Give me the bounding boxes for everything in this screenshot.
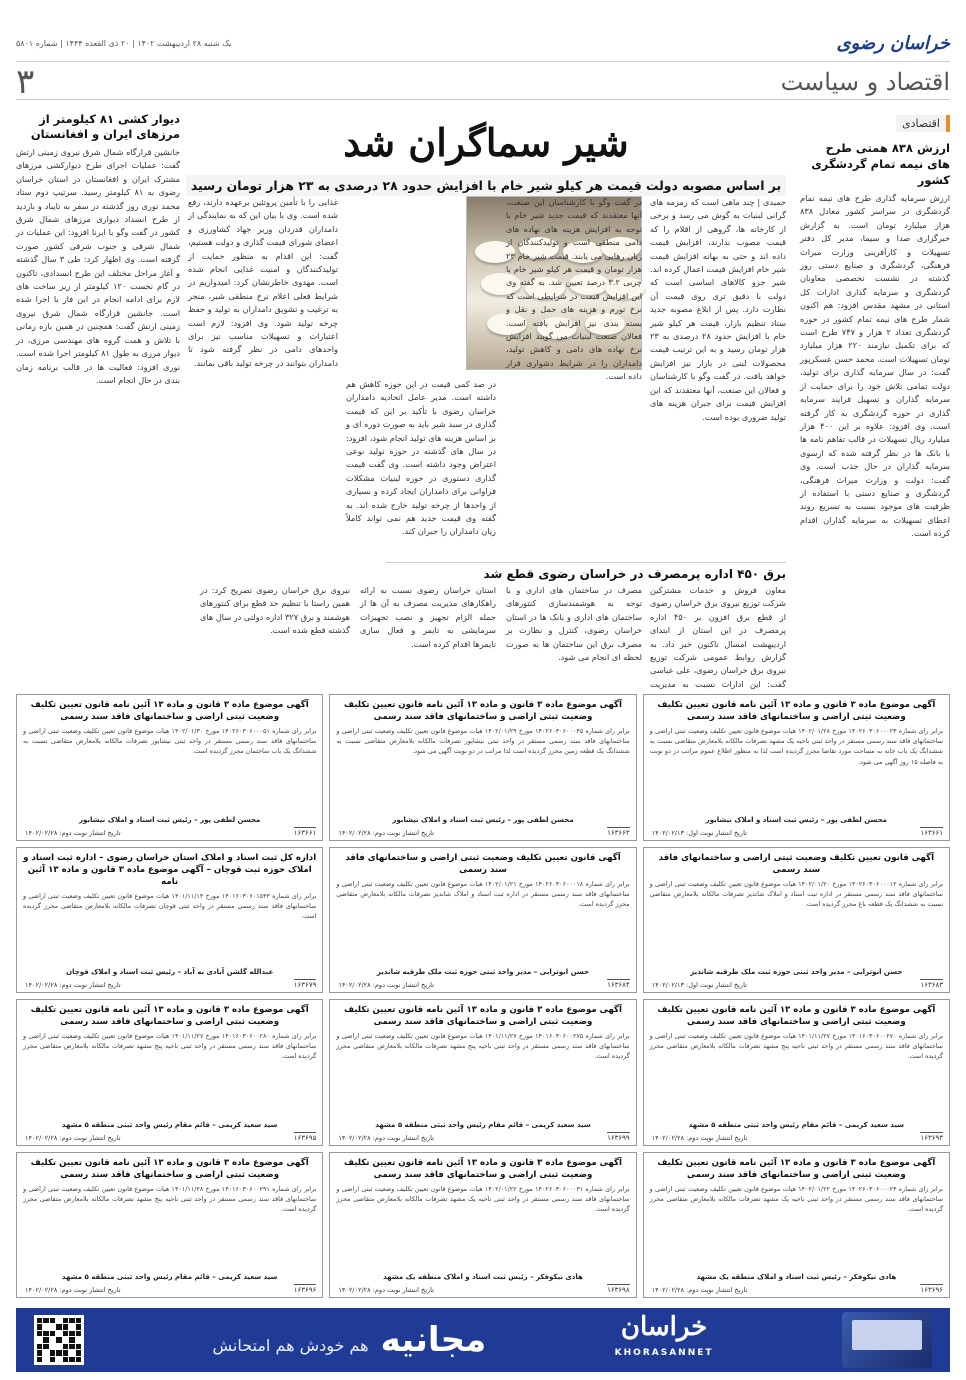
side-article-title[interactable]: ارزش ۸۳۸ همتی طرح های نیمه تمام گردشگری کشور: [811, 141, 950, 187]
legal-notice-title: آگهی موضوع ماده ۳ قانون و ماده ۱۳ آئین نامه قانون تعیین تکلیف وضعیت ثبتی اراضی و ساختمانهای فاقد سند رسمی: [30, 1157, 309, 1180]
category-tag: اقتصادی: [896, 115, 950, 132]
masthead: [16, 26, 950, 62]
banner-headline: مجانیه: [380, 1320, 487, 1360]
main-col-3: در صد کمی قیمت در این حوزه کاهش هم داشته است. مدیر عامل اتحادیه دامداران خراسان رضوی با تأکید بر این که قیمت گذاری در سبد شیر باید به صورت دوره ای و بر اساس هزینه های تولید انجام شود، افزود: در سال های گذشته در حوزه تولید نوعی اعتراض وجود داشته است. وی گفت قیمت گذاری دستوری در حوزه لبنیات مشکلات فراوانی برای دامداران ایجاد کرده و بسیاری از واحدها از چرخه تولید خارج شده اند. به گفته وی قیمت جدید هم نمی تواند کاملاً زیان دامداران را جبران کند.: [346, 379, 496, 537]
legal-notice-date: تاریخ انتشار نوبت اول: ۱۴۰۲/۰۲/۱۳: [651, 981, 747, 989]
dateline: یک شنبه ۲۸ اردیبهشت ۱۴۰۲ | ۲۰ ذی القعده ۱۴۴۴ | شماره ۵۸۰۱: [16, 39, 232, 48]
legal-notice-title: آگهی موضوع ماده ۳ قانون و ماده ۱۳ آئین نامه قانون تعیین تکلیف وضعیت ثبتی اراضی و ساختمانهای فاقد سند رسمی: [344, 1157, 622, 1180]
legal-notice-code: ۱۶۳۶۷۹: [293, 981, 317, 989]
banner-brand: [615, 1314, 714, 1366]
footer-ad-banner[interactable]: [16, 1308, 950, 1372]
legal-notice-date: تاریخ انتشار نوبت دوم: ۱۴۰۲/۰۲/۲۸: [651, 1286, 748, 1294]
legal-notice-date: تاریخ انتشار نوبت دوم: ۱۴۰۲/۰۲/۲۸: [651, 1133, 748, 1142]
banner-tagline: هم خودش هم امتحانش: [212, 1336, 369, 1355]
legal-notice-code: ۱۶۳۶۶۱: [920, 828, 943, 837]
legal-notice-title: آگهی موضوع ماده ۳ قانون و ماده ۱۳ آئین نامه قانون تعیین تکلیف وضعیت ثبتی اراضی و ساختمانهای فاقد سند رسمی: [657, 1157, 936, 1180]
left-article-body: جانشین قرارگاه شمال شرق نیروی زمینی ارتش گفت: عملیات اجرای طرح دیوارکشی مرزهای مشترک ایران و افغانستان در استان خراسان رضوی به ۸۱ کیلومتر رسید. سرتیپ دوم ستاد محمد نوری روز گذشته در سفر به تایباد و بازدید از طرح انسداد دیواری مرزهای شمال شرق کشور در گفت وگو با ایرنا افزود: این عملیات در شمال شرقی و جنوب شرقی کشور صورت گرفته است. وی اظهار کرد: طی ۳ سال گذشته و آغاز مراحل مختلف این طرح انسدادی، تاکنون در گام نخست ۱۲۰ کیلومتر از زیر ساخت های لازم برای ادامه انجام در این فاز با اجرا شده است. جانشین قرارگاه شمال شرق نیروی زمینی ارتش گفت: همچنین در همین بازه زمانی با تلاش و همت گروه های مهندسی مرزی، در دیوار مرزی به طول ۸۱ کیلومتر اجرا شده است. نوری افزود: فعالیت ها در قالب برنامه زمان بندی در حال انجام است.: [16, 147, 181, 385]
legal-notice-date: تاریخ انتشار نوبت دوم: ۱۴۰۲/۰۲/۲۸: [25, 1133, 121, 1142]
legal-notice-signature: هادی نیکوفکر – رئیس ثبت اسناد و املاک منطقه یک مشهد: [696, 1273, 897, 1281]
legal-notice-date: تاریخ انتشار نوبت دوم: ۱۴۰۲/۰۲/۲۸: [338, 1133, 434, 1142]
legal-notice-code: ۱۶۳۶۹۹: [607, 1133, 630, 1142]
qr-code-icon: [34, 1315, 84, 1365]
legal-notice[interactable]: [643, 1152, 950, 1299]
legal-notice-code: ۱۶۳۶۹۸: [607, 1286, 630, 1294]
legal-notice[interactable]: [329, 1152, 636, 1299]
legal-notice-body: برابر رای شماره ۱۴۰۲۶۰۳۰۶۰۰۰۲۴ مورخ ۱۴۰۲/۰۱/۲۲ هیات موضوع قانون تعیین تکلیف وضعیت ثبتی اراضی و ساختمانهای فاقد سند رسمی مستقر در واحد ثبتی ناحیه یک مشهد تصرفات مالکانه بلامعارض متقاضی محرز گردیده است.: [649, 1184, 944, 1213]
legal-notice-signature: حسن ابوترابی – مدیر واحد ثبتی حوزه ثبت ملک طرقبه شاندیز: [690, 968, 903, 976]
legal-notice-body: برابر رای شماره ۱۴۰۱۶۰۳۰۶۰۰۲۹۱ مورخ ۱۴۰۱/۱۱/۲۸ هیات موضوع قانون تعیین تکلیف وضعیت ثبتی اراضی و ساختمانهای فاقد سند رسمی مستقر در واحد ثبتی ناحیه پنج مشهد تصرفات مالکانه بلامعارض متقاضی محرز گردیده است.: [23, 1184, 317, 1213]
legal-notice-date: تاریخ انتشار نوبت دوم: ۱۴۰۲/۰۲/۲۸: [25, 981, 121, 989]
newspaper-logo[interactable]: خراسان رضوی: [836, 33, 950, 54]
legal-notice-code: ۱۶۳۶۶۳: [607, 828, 630, 837]
legal-notice-code: ۱۶۳۶۹۶: [920, 1286, 943, 1294]
banner-brand-latin: KHORASANNET: [614, 1348, 714, 1358]
legal-notice[interactable]: [16, 1152, 323, 1299]
legal-notice[interactable]: [329, 694, 636, 841]
section-header: [16, 64, 950, 100]
left-article-title[interactable]: دیوار کشی ۸۱ کیلومتر از مرزهای ایران و افغانستان: [30, 112, 180, 141]
legal-notice-title: آگهی موضوع ماده ۳ قانون و ماده ۱۳ آئین نامه قانون تعیین تکلیف وضعیت ثبتی اراضی و ساختمانهای فاقد سند رسمی: [30, 1005, 309, 1027]
legal-notice[interactable]: [329, 999, 636, 1146]
legal-notice[interactable]: [16, 694, 323, 841]
banner-brand-name: خراسان: [620, 1312, 708, 1342]
legal-notice-body: برابر رای شماره ۱۴۰۲۶۰۳۰۶۰۰۰۱۲ مورخ ۱۴۰۲/۰۱/۲۰ هیات موضوع قانون تعیین تکلیف وضعیت ثبتی اراضی و ساختمانهای فاقد سند رسمی مستقر در اداره ثبت اسناد و املاک شاندیز تصرفات مالکانه بلامعارض متقاضی نسبت به ششدانگ یک قطعه باغ محرز گردیده است.: [649, 879, 944, 908]
legal-notice-title: آگهی موضوع ماده ۳ قانون و ماده ۱۳ آئین نامه قانون تعیین تکلیف وضعیت ثبتی اراضی و ساختمانهای فاقد سند رسمی: [344, 1005, 622, 1027]
legal-notice-title: آگهی موضوع ماده ۳ قانون و ماده ۱۳ آئین نامه قانون تعیین تکلیف وضعیت ثبتی اراضی و ساختمانهای فاقد سند رسمی: [344, 700, 622, 722]
legal-notice-body: برابر رای شماره ۱۴۰۲۶۰۳۰۶۰۰۰۵۱ مورخ ۱۴۰۲/۰۱/۳۰ هیات موضوع قانون تعیین تکلیف وضعیت ثبتی اراضی و ساختمانهای فاقد سند رسمی مستقر در واحد ثبتی نیشابور تصرفات مالکانه بلامعارض متقاضی نسبت به ششدانگ یک باب ساختمان محرز گردیده است.: [23, 727, 317, 756]
legal-notice-signature: محسن لطفی پور – رئیس ثبت اسناد و املاک نیشابور: [705, 815, 888, 824]
legal-notice-date: تاریخ انتشار نوبت اول: ۱۴۰۲/۰۲/۱۳: [651, 828, 747, 837]
legal-notice-title: آگهی موضوع ماده ۳ قانون و ماده ۱۳ آئین نامه قانون تعیین تکلیف وضعیت ثبتی اراضی و ساختمانهای فاقد سند رسمی: [657, 700, 936, 722]
legal-notice-body: برابر رای شماره ۱۴۰۲۶۰۳۰۶۰۰۰۱۸ مورخ ۱۴۰۲/۰۱/۲۱ هیات موضوع قانون تعیین تکلیف وضعیت ثبتی اراضی و ساختمانهای فاقد سند رسمی مستقر در اداره ثبت اسناد و املاک شاندیز تصرفات مالکانه بلامعارض متقاضی محرز گردیده است.: [336, 879, 630, 908]
side-article-body: ارزش سرمایه گذاری طرح های نیمه تمام گردشگری در سراسر کشور معادل ۸۳۸ هزار میلیارد تومان است. به گزارش خبرگزاری صدا و سیما، مدیر کل دفتر تسهیلات و کارآفرینی وزارت میراث فرهنگی، گردشگری و صنایع دستی روز گذشته در نشست تخصصی معاونان گردشگری و سرمایه گذاری ادارات کل استانی در مشهد مقدس افزود: هم اکنون شمار طرح های نیمه تمام کشور در حوزه گردشگری تعداد ۲ هزار و ۷۴۷ طرح است که برای تکمیل نیازمند ۲۲۰ هزار میلیارد تومان تسهیلات است. محمد حسن عسکرپور گفت: در سال سرمایه گذاری برای تولید، دولت تمامی تلاش خود را برای حمایت از سرمایه گذاران و تسهیل فرایند سرمایه گذاری در حوزه گردشگری به کار گرفته است. وی افزود: علاوه بر این ۴۰۰ هزار میلیارد ریال تسهیلات در قالب تفاهم نامه ها با بانک ها در نظر گرفته شده که ازسوی سرمایه گذاران در حال جذب است. وی گفت: دولت و وزارت میراث فرهنگی، گردشگری و صنایع دستی با استفاده از ظرفیت های موجود نسبت به تسریع روند اعطای تسهیلات به سرمایه گذاران اقدام کرده است.: [800, 193, 951, 539]
legal-notice-signature: هادی نیکوفکر – رئیس ثبت اسناد و املاک منطقه یک مشهد: [383, 1273, 583, 1281]
legal-notice-signature: سید سعید کریمی – قائم مقام رئیس واحد ثبتی منطقه ۵ مشهد: [688, 1120, 905, 1129]
legal-notice-date: تاریخ انتشار نوبت دوم: ۱۴۰۲/۰۲/۲۸: [25, 1286, 121, 1294]
legal-notice-date: تاریخ انتشار نوبت دوم: ۱۴۰۲/۰۲/۲۸: [338, 981, 434, 989]
legal-notice-body: برابر رای شماره ۱۴۰۲۶۰۳۰۶۰۰۰۳۱ مورخ ۱۴۰۲/۰۱/۲۲ هیات موضوع قانون تعیین تکلیف وضعیت ثبتی اراضی و ساختمانهای فاقد سند رسمی مستقر در واحد ثبتی ناحیه یک مشهد تصرفات مالکانه بلامعارض متقاضی محرز گردیده است.: [336, 1184, 630, 1213]
legal-notice-signature: محسن لطفی پور – رئیس ثبت اسناد و املاک نیشابور: [78, 815, 261, 824]
legal-notice-date: تاریخ انتشار نوبت دوم: ۱۴۰۲/۰۲/۲۸: [338, 1286, 434, 1294]
legal-notice-body: برابر رای شماره ۱۴۰۲۶۰۳۰۶۰۰۰۴۵ مورخ ۱۴۰۲/۰۱/۲۹ هیات موضوع قانون تعیین تکلیف وضعیت ثبتی اراضی و ساختمانهای فاقد سند رسمی مستقر در واحد ثبتی نیشابور تصرفات مالکانه بلامعارض متقاضی نسبت به ششدانگ یک قطعه زمین محرز گردیده است لذا مراتب در دو نوبت آگهی می شود.: [336, 727, 630, 756]
legal-notice-code: ۱۶۳۶۹۳: [920, 1133, 943, 1142]
page-number: ۳: [16, 62, 35, 102]
banner-text: [212, 1320, 486, 1360]
legal-notice-body: برابر رای شماره ۱۴۰۱۶۰۳۰۶۰۰۲۷۰ مورخ ۱۴۰۱/۱۱/۲۷ هیات موضوع قانون تعیین تکلیف وضعیت ثبتی اراضی و ساختمانهای فاقد سند رسمی مستقر در واحد ثبتی ناحیه پنج مشهد تصرفات مالکانه بلامعارض متقاضی محرز گردیده است.: [649, 1032, 944, 1061]
section-title: اقتصاد و سیاست: [780, 68, 950, 96]
legal-notice-code: ۱۶۳۶۸۴: [607, 981, 630, 989]
legal-notice-title: آگهی موضوع ماده ۳ قانون و ماده ۱۳ آئین نامه قانون تعیین تکلیف وضعیت ثبتی اراضی و ساختمانهای فاقد سند رسمی: [657, 1005, 936, 1027]
legal-notice-code: ۱۶۳۶۸۳: [920, 981, 943, 989]
legal-notice-code: ۱۶۳۶۶۱: [293, 828, 317, 837]
main-col-1: حمیدی | چند ماهی است که زمزمه های گرانی لبنیات به گوش می رسد و برخی از کارخانه ها، گروهی از اقلام را که قیمت مصوب ندارند، افزایش قیمت داده اند و حتی به بهانه افزایش قیمت شیر خام افزایش قیمت اعمال کرده اند. شیر جزو کالاهای اساسی است که دولت با دقیق تری روی قیمت آن نظارت دارد. پس از ابلاغ مصوبه جدید ستاد تنظیم بازار، قیمت هر کیلو شیر خام با افزایش حدود ۲۸ درصدی به ۲۳ هزار تومان رسید و به این ترتیب قیمت محصولات لبنی در بازار نیز افزایش خواهد یافت. در گفت وگو با کارشناسان و فعالان این صنعت، آنها معتقدند که این افزایش قیمت برای جبران هزینه های تولید ضروری بوده است.: [650, 197, 786, 422]
legal-notice-signature: سید سعید کریمی – قائم مقام رئیس واحد ثبتی منطقه ۵ مشهد: [61, 1120, 278, 1129]
legal-notice-signature: عبدالله گلشن آبادی به آباد – رئیس ثبت اسناد و املاک قوچان: [66, 968, 274, 976]
main-col-4: غذایی را با تأمین پروتئین برعهده دارند، رفع شده است. وی با بیان این که به نمایندگی از دامداران قدردان وزیر جهاد کشاورزی و اعضای شورای قیمت گذاری و دولت هستیم، گفت: این اقدام به منظور حمایت از تولیدکنندگان و امنیت غذایی انجام شده است. مهدوی خاطرنشان کرد: امیدواریم در شرایط فعلی اعلام نرخ منطقی شیر، منجر به ترغیب و تشویق دامداران به تولید و حفظ چرخه تولید شود. وی افزود: لازم است اعتبارات و تسهیلات مناسب نیز برای واحدهای دامی در نظر گرفته شود تا دامداران بتوانند در چرخه تولید باقی بمانند.: [188, 197, 338, 368]
legal-notice[interactable]: [643, 847, 950, 994]
legal-notice-title: آگهی قانون تعیین تکلیف وضعیت ثبتی اراضی و ساختمانهای فاقد سند رسمی: [658, 852, 935, 875]
sub-col-1: معاون فروش و خدمات مشترکین شرکت توزیع نیروی برق خراسان رضوی از قطع برق افزون بر ۴۵۰ اداره پرمصرف در این استان از ابتدای اردیبهشت امسال تاکنون خبر داد. به گزارش روابط عمومی شرکت توزیع نیروی برق خراسان رضوی، علی عباسی گفت: این ادارات نسبت به مدیریت: [650, 585, 786, 689]
legal-notice-date: تاریخ انتشار نوبت دوم: ۱۴۰۲/۰۲/۲۸: [25, 828, 121, 837]
sub-col-3: استان خراسان رضوی نسبت به ارائه راهکارهای مدیریت مصرف به آن ها از جمله الزام تجهیز و نصب تجهیزات سرمایشی به تایمر و فعال سازی تایمرها اقدام کرده است.: [360, 585, 496, 649]
legal-notice-body: برابر رای شماره ۱۴۰۱۶۰۳۰۶۰۰۲۷۵ مورخ ۱۴۰۱/۱۱/۲۷ هیات موضوع قانون تعیین تکلیف وضعیت ثبتی اراضی و ساختمانهای فاقد سند رسمی مستقر در واحد ثبتی ناحیه پنج مشهد تصرفات مالکانه بلامعارض متقاضی محرز گردیده است.: [336, 1032, 630, 1061]
legal-notices-grid: [16, 694, 950, 1298]
main-headline[interactable]: شیر سماگران شد: [343, 120, 629, 165]
legal-notice-body: برابر رای شماره ۱۴۰۱۶۰۳۰۶۰۰۲۸۰ مورخ ۱۴۰۱/۱۱/۲۷ هیات موضوع قانون تعیین تکلیف وضعیت ثبتی اراضی و ساختمانهای فاقد سند رسمی مستقر در واحد ثبتی ناحیه پنج مشهد تصرفات مالکانه بلامعارض متقاضی محرز گردیده است.: [23, 1032, 317, 1061]
legal-notice[interactable]: [643, 694, 950, 841]
main-col-2: در گفت وگو با کارشناسان این صنعت، آنها معتقدند که قیمت جدید شیر خام با توجه به افزایش هزینه های نهاده های دامی منطقی است و تولیدکنندگان از زیان رهایی می یابند. قیمت شیر خام ۲۳ هزار تومان و قیمت هر کیلو شیر خام با چربی ۳.۲ درصد تعیین شد. به گفته وی این افزایش قیمت در شرایطی است که نرخ تورم و هزینه های حمل و نقل و بسته بندی نیز افزایش یافته است. فعالان صنعت لبنیات می گویند افزایش نرخ نهاده های دامی و کاهش تولید، دامداران را در شرایط دشواری قرار داده است.: [506, 197, 642, 382]
legal-notice-title: آگهی قانون تعیین تکلیف وضعیت ثبتی اراضی و ساختمانهای فاقد سند رسمی: [345, 852, 621, 875]
main-subheadline: بر اساس مصوبه دولت قیمت هر کیلو شیر خام با افزایش حدود ۲۸ درصدی به ۲۳ هزار تومان رسید: [186, 175, 786, 196]
legal-notice-code: ۱۶۳۶۹۵: [293, 1133, 317, 1142]
legal-notice-signature: سید سعید کریمی – قائم مقام رئیس واحد ثبتی منطقه ۵ مشهد: [375, 1120, 591, 1129]
legal-notice-title: اداره کل ثبت اسناد و املاک استان خراسان رضوی – اداره ثبت اسناد و املاک حوزه ثبت قوچان – آگهی موضوع ماده ۳ قانون و ماده ۱۳ آئین نامه: [23, 852, 317, 887]
sub-col-2: مصرف در ساختمان های اداری و با توجه به هوشمندسازی کنتورهای ساختمان های اداری و بانک ها در استان خراسان رضوی، کنترل و نظارت بر مصرف برق این ساختمان ها به صورت لحظه ای انجام می شود.: [506, 585, 642, 663]
legal-notice-signature: محسن لطفی پور – رئیس ثبت اسناد و املاک نیشابور: [392, 815, 574, 824]
legal-notice-body: برابر رای شماره ۱۴۰۱۶۰۳۰۶۰۱۵۴۳ مورخ ۱۴۰۱/۱۱/۱۴ هیات موضوع قانون تعیین تکلیف وضعیت ثبتی اراضی و ساختمانهای فاقد سند رسمی مستقر در واحد ثبتی قوچان تصرفات مالکانه بلامعارض متقاضی محرز گردیده است.: [23, 891, 317, 920]
legal-notice[interactable]: [16, 847, 323, 994]
legal-notice-signature: حسن ابوترابی – مدیر واحد ثبتی حوزه ثبت ملک طرقبه شاندیز: [376, 968, 590, 976]
legal-notice-signature: سید سعید کریمی – قائم مقام رئیس واحد ثبتی منطقه ۵ مشهد: [61, 1273, 278, 1281]
legal-notice[interactable]: [643, 999, 950, 1146]
legal-notice-date: تاریخ انتشار نوبت دوم: ۱۴۰۲/۰۲/۲۸: [338, 828, 434, 837]
legal-notice[interactable]: [16, 999, 323, 1146]
laptop-icon: [842, 1312, 932, 1368]
legal-notice[interactable]: [329, 847, 636, 994]
sub-article-title[interactable]: برق ۴۵۰ اداره پرمصرف در خراسان رضوی قطع شد: [386, 562, 786, 581]
legal-notice-body: برابر رای شماره ۱۴۰۲۶۰۳۰۶۰۰۰۲۳ مورخ ۱۴۰۲/۰۱/۲۸ هیات موضوع قانون تعیین تکلیف وضعیت ثبتی اراضی و ساختمانهای فاقد سند رسمی مستقر در واحد ثبتی ناحیه یک مشهد تصرفات مالکانه بلامعارض متقاضی نسبت به ششدانگ یک باب خانه به مساحت مورد تقاضا محرز گردیده است لذا به منظور اطلاع عموم مراتب در دو نوبت به فاصله ۱۵ روز آگهی می شود.: [649, 727, 944, 766]
legal-notice-title: آگهی موضوع ماده ۳ قانون و ماده ۱۳ آئین نامه قانون تعیین تکلیف وضعیت ثبتی اراضی و ساختمانهای فاقد سند رسمی: [30, 700, 309, 722]
sub-col-4: نیروی برق خراسان رضوی تصریح کرد: در همین راستا با تنظیم حد قطع برای کنتورهای هوشمند و برق ۳۲۷ اداره دولتی در سال های گذشته قطع شده است.: [200, 585, 350, 636]
legal-notice-code: ۱۶۳۶۹۶: [293, 1286, 317, 1294]
